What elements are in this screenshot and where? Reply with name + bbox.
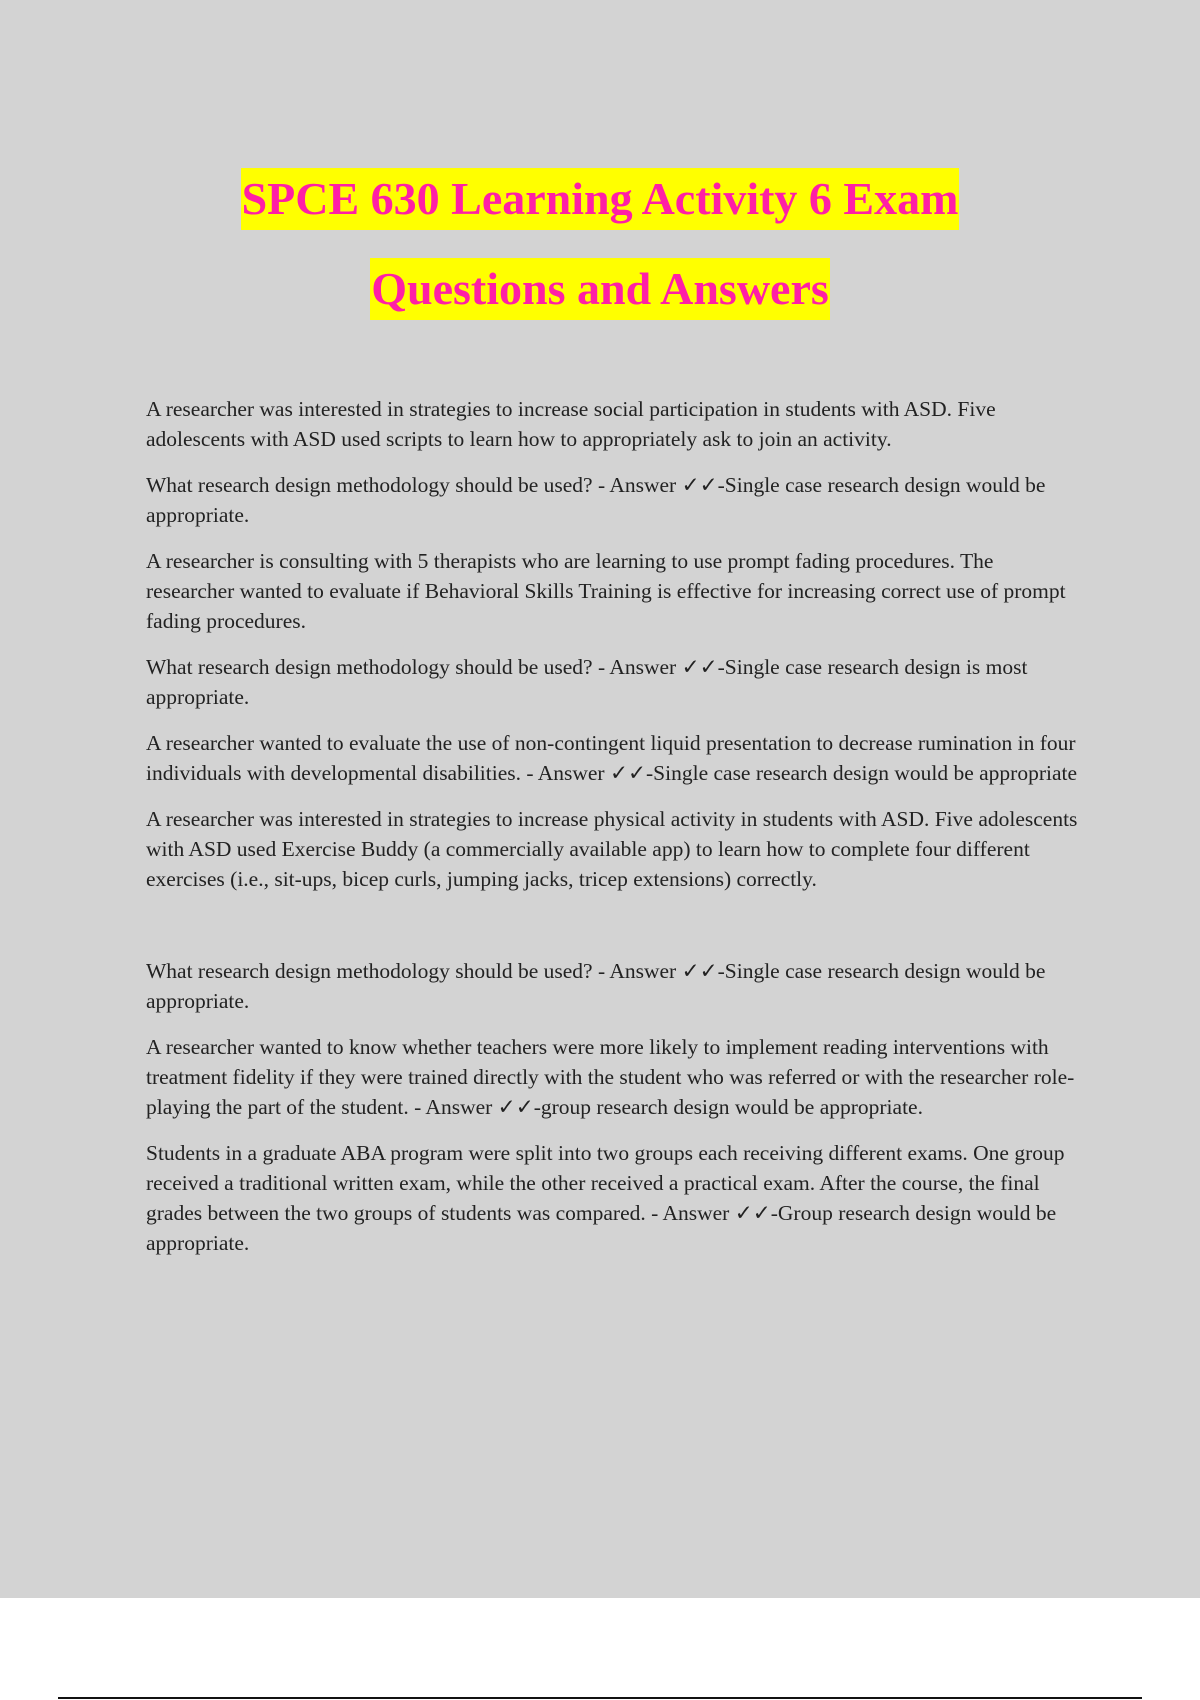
question-paragraph-1: A researcher was interested in strategies to increase social participation in students with ASD. Five adolescents with ASD used scripts to learn how to appropriately ask to join an activity. bbox=[146, 397, 996, 451]
question-paragraph-2: A researcher is consulting with 5 therapists who are learning to use prompt fading procedures. The researcher wanted to evaluate if Behavioral Skills Training is effective for increasing correct use of prompt fading procedures. bbox=[146, 549, 1066, 633]
document-title bbox=[0, 168, 1200, 320]
title-line-2: Questions and Answers bbox=[370, 258, 830, 320]
footer-divider bbox=[58, 1697, 1142, 1699]
title-line-1: SPCE 630 Learning Activity 6 Exam bbox=[241, 168, 960, 230]
answer-paragraph-1: What research design methodology should be used? - Answer ✓✓-Single case research design would be appropriate. bbox=[146, 473, 1046, 527]
question-answer-paragraph-5: A researcher wanted to know whether teachers were more likely to implement reading interventions with treatment fidelity if they were trained directly with the student who was referred or with the researcher role-playing the part of the student. - Answer ✓✓-group research design would be appropriate. bbox=[146, 1035, 1075, 1119]
document-body bbox=[146, 394, 1086, 1274]
question-answer-paragraph-3: A researcher wanted to evaluate the use of non-contingent liquid presentation to decrease rumination in four individuals with developmental disabilities. - Answer ✓✓-Single case research design would be appropriate bbox=[146, 731, 1078, 785]
answer-paragraph-4: What research design methodology should be used? - Answer ✓✓-Single case research design would be appropriate. bbox=[146, 959, 1046, 1013]
question-answer-paragraph-6: Students in a graduate ABA program were split into two groups each receiving different exams. One group received a traditional written exam, while the other received a practical exam. After the course, the final grades between the two groups of students was compared. - Answer ✓✓-Group research design would be appropriate. bbox=[146, 1141, 1065, 1255]
question-paragraph-4: A researcher was interested in strategies to increase physical activity in students with ASD. Five adolescents with ASD used Exercise Buddy (a commercially available app) to learn how to complete four different exercises (i.e., sit-ups, bicep curls, jumping jacks, tricep extensions) correctly. bbox=[146, 807, 1078, 891]
answer-paragraph-2: What research design methodology should be used? - Answer ✓✓-Single case research design is most appropriate. bbox=[146, 655, 1028, 709]
